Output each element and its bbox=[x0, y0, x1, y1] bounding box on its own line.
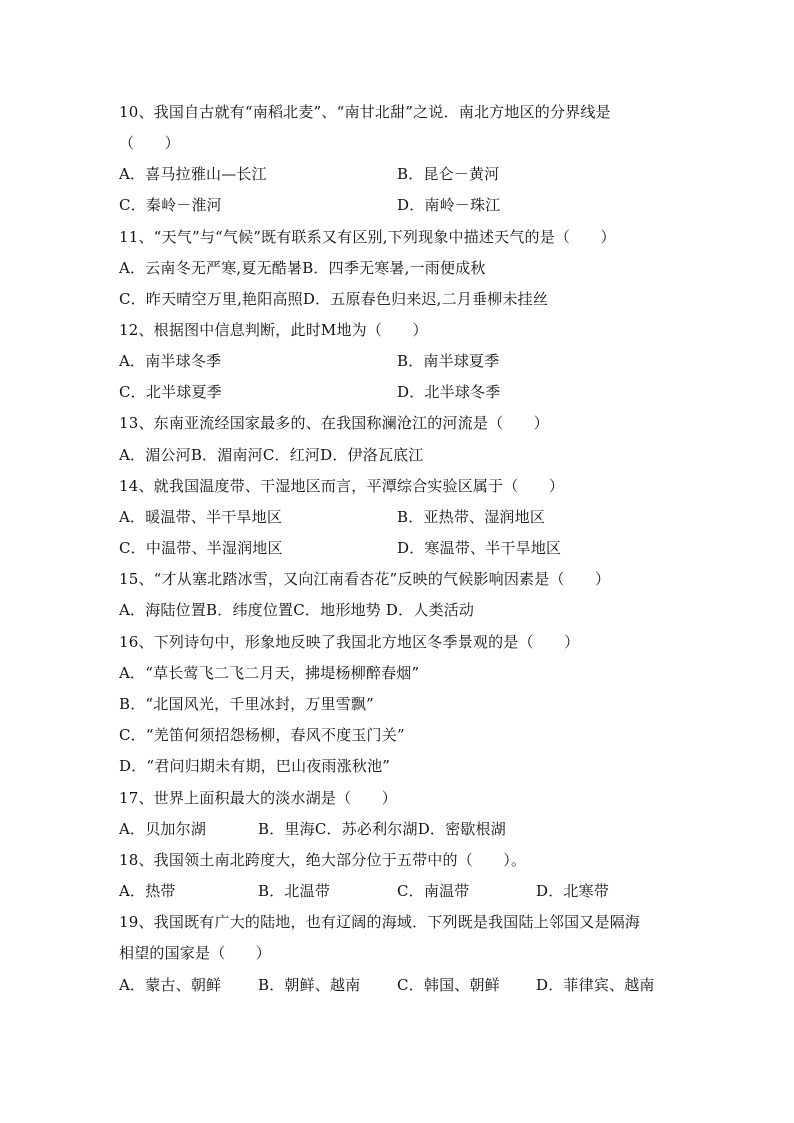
question-12-stem: 12、根据图中信息判断，此时M地为（ ） bbox=[119, 321, 428, 339]
question-14-option-a: A．暖温带、半干旱地区 bbox=[119, 508, 283, 526]
question-12-option-b: B．南半球夏季 bbox=[397, 352, 500, 370]
question-18-option-c: C．南温带 bbox=[397, 882, 470, 900]
question-13-stem: 13、东南亚流经国家最多的、在我国称澜沧江的河流是（ ） bbox=[119, 414, 549, 432]
question-12-option-a: A．南半球冬季 bbox=[119, 352, 222, 370]
question-18-option-b: B．北温带 bbox=[258, 882, 331, 900]
question-16-stem: 16、下列诗句中，形象地反映了我国北方地区冬季景观的是（ ） bbox=[119, 633, 580, 651]
question-16-option-c: C．“羌笛何须招怨杨柳，春风不度玉门关” bbox=[119, 726, 405, 744]
question-11-options-ab: A．云南冬无严寒,夏无酷暑B．四季无寒暑,一雨便成秋 bbox=[119, 259, 486, 277]
question-16-option-a: A．“草长莺飞二飞二月天，拂堤杨柳醉春烟” bbox=[119, 664, 420, 682]
question-17-stem: 17、世界上面积最大的淡水湖是（ ） bbox=[119, 789, 397, 807]
question-15-stem: 15、“才从塞北踏冰雪，又向江南看杏花”反映的气候影响因素是（ ） bbox=[119, 570, 611, 588]
question-15-options: A．海陆位置B．纬度位置C．地形地势 D．人类活动 bbox=[119, 601, 475, 619]
question-10-option-b: B．昆仑－黄河 bbox=[397, 165, 500, 183]
question-16-option-b: B．“北国风光，千里冰封，万里雪飘” bbox=[119, 695, 374, 713]
question-12-option-c: C．北半球夏季 bbox=[119, 383, 222, 401]
question-13-options: A．湄公河B．湄南河C．红河D．伊洛瓦底江 bbox=[119, 446, 424, 464]
question-19-option-c: C．韩国、朝鲜 bbox=[397, 976, 500, 994]
question-16-option-d: D．“君问归期未有期，巴山夜雨涨秋池” bbox=[119, 757, 391, 775]
question-11-options-cd: C．昨天晴空万里,艳阳高照D．五原春色归来迟,二月垂柳未挂丝 bbox=[119, 290, 549, 308]
question-19-stem-cont: 相望的国家是（ ） bbox=[119, 944, 272, 962]
question-10-option-c: C．秦岭－淮河 bbox=[119, 196, 222, 214]
question-12-option-d: D．北半球冬季 bbox=[397, 383, 501, 401]
question-19-stem: 19、我国既有广大的陆地，也有辽阔的海域．下列既是我国陆上邻国又是隔海 bbox=[119, 913, 641, 931]
question-10-option-d: D．南岭－珠江 bbox=[397, 196, 501, 214]
question-10-stem-cont: （ ） bbox=[119, 134, 180, 152]
question-18-option-a: A．热带 bbox=[119, 882, 176, 900]
question-19-option-d: D．菲律宾、越南 bbox=[536, 976, 655, 994]
question-11-stem: 11、“天气”与“气候”既有联系又有区别,下列现象中描述天气的是（ ） bbox=[119, 228, 616, 246]
question-14-option-c: C．中温带、半湿润地区 bbox=[119, 539, 283, 557]
question-14-option-b: B．亚热带、湿润地区 bbox=[397, 508, 546, 526]
question-14-stem: 14、就我国温度带、干湿地区而言，平潭综合实验区属于（ ） bbox=[119, 477, 565, 495]
question-19-option-b: B．朝鲜、越南 bbox=[258, 976, 361, 994]
question-10-option-a: A．喜马拉雅山—长江 bbox=[119, 165, 267, 183]
question-18-option-d: D．北寒带 bbox=[536, 882, 610, 900]
question-10-stem: 10、我国自古就有“南稻北麦”、“南甘北甜”之说．南北方地区的分界线是 bbox=[119, 103, 611, 121]
question-17-options-bcd: B．里海C．苏必利尔湖D．密歇根湖 bbox=[258, 820, 506, 838]
question-18-stem: 18、我国领土南北跨度大，绝大部分位于五带中的（ ）。 bbox=[119, 851, 527, 869]
question-17-option-a: A．贝加尔湖 bbox=[119, 820, 207, 838]
question-14-option-d: D．寒温带、半干旱地区 bbox=[397, 539, 562, 557]
question-19-option-a: A．蒙古、朝鲜 bbox=[119, 976, 222, 994]
